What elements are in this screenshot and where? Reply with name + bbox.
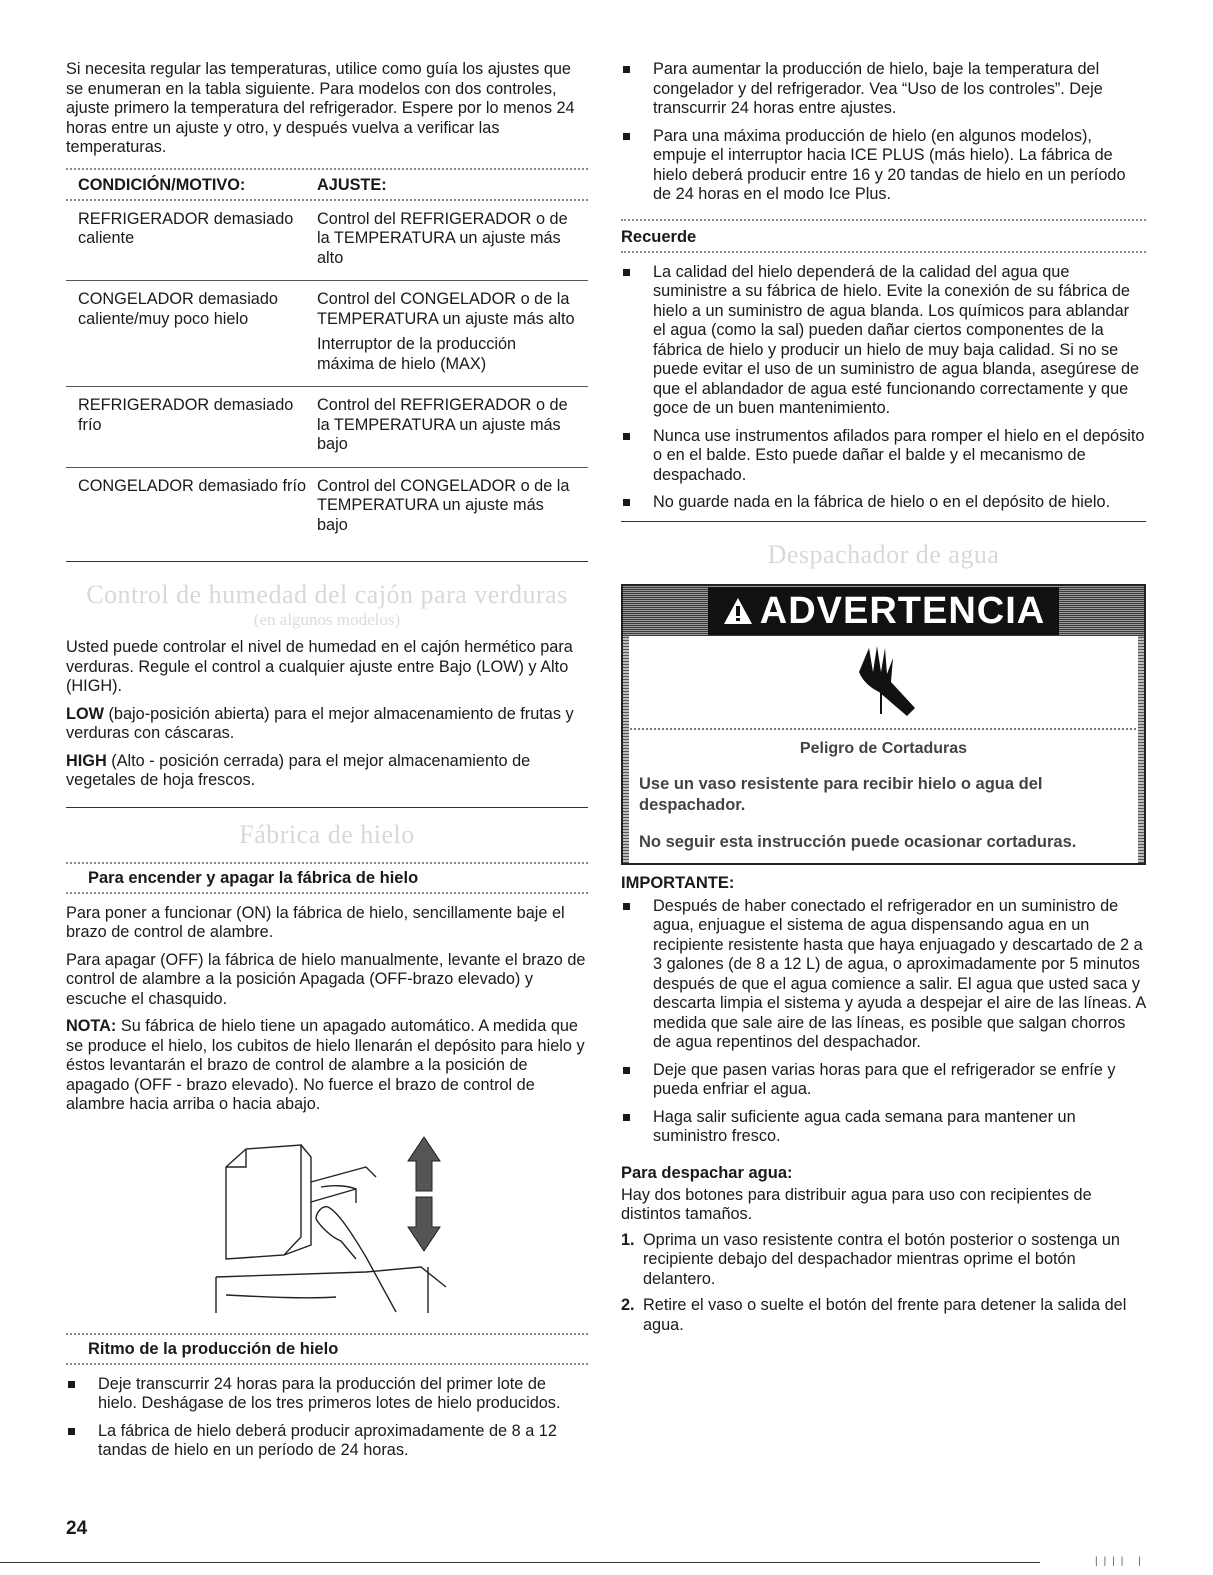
row-condition: CONGELADOR demasiado frío — [78, 476, 307, 495]
subhead-rule — [66, 892, 588, 894]
warning-body — [623, 730, 1144, 863]
list-item: Nunca use instrumentos afilados para romper el hielo en el depósito o en el balde. Esto puede dañar el balde y el mecanismo de despachado. — [621, 427, 1146, 486]
corner-mark: |||| | — [1095, 1556, 1147, 1567]
list-item: Para una máxima producción de hielo (en algunos modelos), empuje el interruptor hacia ICE PLUS (más hielo). La fábrica de hielo deberá producir entre 16 y 20 tandas de hielo en un período de 24 horas en el modo Ice Plus. — [621, 127, 1146, 205]
section-rule — [621, 521, 1146, 522]
warning-right-stripe — [1138, 636, 1144, 863]
high-text: (Alto - posición cerrada) para el mejor almacenamiento de vegetales de hoja frescos. — [66, 751, 531, 789]
low-label: LOW — [66, 704, 104, 723]
icemaker-onoff-subhead: Para encender y apagar la fábrica de hielo — [88, 868, 419, 887]
list-item: La fábrica de hielo deberá producir aproximadamente de 8 a 12 tandas de hielo en un período de 24 horas. — [66, 1422, 588, 1461]
adjust-text: Control del CONGELADOR o de la TEMPERATURA un ajuste más alto — [317, 290, 575, 328]
left-column — [66, 60, 588, 1469]
warning-left-stripe — [623, 636, 629, 863]
table-header — [66, 172, 588, 199]
icemaker-rate-subhead: Ritmo de la producción de hielo — [88, 1339, 339, 1358]
icemaker-title: Fábrica de hielo — [239, 819, 415, 849]
cut-hand-icon — [849, 642, 919, 722]
table-row — [66, 467, 588, 548]
right-column — [621, 60, 1146, 1342]
conditions-table — [66, 172, 588, 548]
list-item: Deje que pasen varias horas para que el refrigerador se enfríe y pueda enfriar el agua. — [621, 1061, 1146, 1100]
water-title: Despachador de agua — [767, 539, 1000, 569]
row-adjust — [317, 477, 577, 536]
important-list — [621, 897, 1146, 1147]
dispense-intro: Hay dos botones para distribuir agua para uso con recipientes de distintos tamaños. — [621, 1185, 1092, 1223]
list-item: Haga salir suficiente agua cada semana para mantener un suministro fresco. — [621, 1108, 1146, 1147]
important-heading: IMPORTANTE: — [621, 873, 735, 892]
warning-label: ADVERTENCIA — [759, 589, 1046, 632]
section-rule — [66, 561, 588, 562]
warning-paragraph: No seguir esta instrucción puede ocasionar cortaduras. — [639, 832, 1077, 851]
list-item: No guarde nada en la fábrica de hielo o en el depósito de hielo. — [621, 493, 1146, 513]
row-condition: REFRIGERADOR demasiado frío — [78, 396, 294, 434]
table-row — [66, 201, 588, 281]
list-item: La calidad del hielo dependerá de la calidad del agua que suministre a su fábrica de hielo. Evite la conexión de su fábrica de hielo a un suministro de agua blanda. Los químicos para ablandar el agua (como la sal) pueden dañar ciertos componentes de la fábrica de hielo y producir un hielo de muy baja calidad. Si no se puede evitar el uso de un suministro de agua blanda, asegúrese de que el ablandador de agua esté funcionando correctamente y que goce de un buen mantenimiento. — [621, 263, 1146, 419]
row-condition: CONGELADOR demasiado caliente/muy poco hielo — [78, 290, 278, 328]
warning-label-box — [708, 587, 1059, 635]
step-text: Retire el vaso o suelte el botón del frente para detener la salida del agua. — [643, 1296, 1127, 1334]
adjust-text: Interruptor de la producción máxima de hielo (MAX) — [317, 335, 517, 373]
humidity-subtitle: (en algunos modelos) — [253, 610, 401, 629]
intro-paragraph: Si necesita regular las temperaturas, utilice como guía los ajustes que se enumeran en la tabla siguiente. Para modelos con dos controles, ajuste primero la temperatura del refrigerador. Espere por lo menos 24 horas entre un ajuste y otro, y después vuelva a verificar las temperaturas. — [66, 60, 575, 156]
list-item: Deje transcurrir 24 horas para la producción del primer lote de hielo. Deshágase de los tres primeros lotes de hielo producidos. — [66, 1375, 588, 1414]
adjust-text: Control del REFRIGERADOR o de la TEMPERATURA un ajuste más bajo — [317, 396, 568, 453]
warning-box — [621, 584, 1146, 865]
icemaker-note-paragraph — [66, 1017, 588, 1115]
list-item: Después de haber conectado el refrigerador en un suministro de agua, enjuague el sistema de agua dispensando agua en un recipiente resistente hasta que haya enjuagado y descartado de 2 a 3 galones (de 8 a 12 L) de agua, o aproximadamente por 5 minutos después de que el agua comience a salir. El agua que usted saca y descarta limpia el sistema y ayuda a despejar el aire de las líneas. A medida que sale aire de las líneas, es posible que salgan chorros de agua repentinos del despachador. — [621, 897, 1146, 1053]
row-adjust — [317, 210, 577, 269]
icemaker-off-paragraph: Para apagar (OFF) la fábrica de hielo manualmente, levante el brazo de control de alambre a la posición Apagada (OFF-brazo elevado) y escuche el chasquido. — [66, 950, 586, 1008]
icemaker-rate-list — [66, 1375, 588, 1461]
low-text: (bajo-posición abierta) para el mejor almacenamiento de frutas y verduras con cáscaras. — [66, 704, 574, 742]
row-adjust — [317, 396, 577, 455]
icemaker-on-paragraph: Para poner a funcionar (ON) la fábrica de hielo, sencillamente baje el brazo de control de alambre. — [66, 903, 565, 941]
warning-header — [623, 586, 1144, 636]
subhead-rule — [66, 1363, 588, 1365]
icemaker-illustration — [66, 1127, 588, 1323]
table-row — [66, 386, 588, 467]
dispense-heading: Para despachar agua: — [621, 1163, 793, 1182]
footer-rule — [0, 1562, 1040, 1563]
ice-production-list — [621, 60, 1146, 205]
remember-heading: Recuerde — [621, 227, 697, 246]
warning-title: Peligro de Cortaduras — [799, 739, 968, 757]
list-item: Para aumentar la producción de hielo, baje la temperatura del congelador y del refrigerador. Vea “Uso de los controles”. Deje transcurrir 24 horas entre ajustes. — [621, 60, 1146, 119]
subhead-rule — [621, 251, 1146, 253]
adjust-text: Control del REFRIGERADOR o de la TEMPERATURA un ajuste más alto — [317, 209, 568, 267]
humidity-high-paragraph — [66, 752, 588, 791]
table-row — [66, 280, 588, 386]
adjust-text: Control del CONGELADOR o de la TEMPERATURA un ajuste más bajo — [317, 476, 570, 534]
header-condition: CONDICIÓN/MOTIVO: — [78, 175, 246, 194]
humidity-paragraph: Usted puede controlar el nivel de humedad en el cajón hermético para verduras. Regule el control a cualquier ajuste entre Bajo (LOW) y Alto (HIGH). — [66, 638, 573, 695]
row-condition: REFRIGERADOR demasiado caliente — [78, 209, 294, 247]
step-text: Oprima un vaso resistente contra el botón posterior o sostenga un recipiente debajo del despachador mientras oprime el botón delantero. — [643, 1230, 1120, 1288]
step-number: 2. — [621, 1296, 635, 1314]
table-body — [66, 201, 588, 548]
warning-triangle-icon — [722, 596, 754, 626]
row-adjust — [317, 290, 577, 374]
note-label: NOTA: — [66, 1017, 117, 1035]
header-adjust: AJUSTE: — [317, 175, 387, 194]
section-rule — [66, 807, 588, 808]
step-number: 1. — [621, 1230, 635, 1249]
high-label: HIGH — [66, 751, 107, 770]
up-down-arrow-icon — [408, 1137, 440, 1251]
page-number: 24 — [66, 1518, 88, 1539]
list-item — [621, 1296, 1146, 1335]
dispense-steps — [621, 1231, 1146, 1336]
humidity-title: Control de humedad del cajón para verduras — [86, 580, 568, 609]
humidity-low-paragraph — [66, 705, 588, 744]
icemaker-arm-illustration — [66, 1127, 588, 1323]
remember-list — [621, 263, 1146, 513]
note-text: Su fábrica de hielo tiene un apagado automático. A medida que se produce el hielo, los cubitos de hielo llenarán el depósito para hielo y éstos levantarán el brazo de control de alambre a la posición de apagado (OFF - brazo elevado). No fuerce el brazo de control de alambre hacia arriba o hacia abajo. — [66, 1017, 585, 1113]
table-top-rule — [66, 168, 588, 170]
list-item — [621, 1231, 1146, 1290]
warning-icon-area — [623, 636, 1144, 730]
warning-paragraph: Use un vaso resistente para recibir hielo o agua del despachador. — [639, 774, 1043, 814]
